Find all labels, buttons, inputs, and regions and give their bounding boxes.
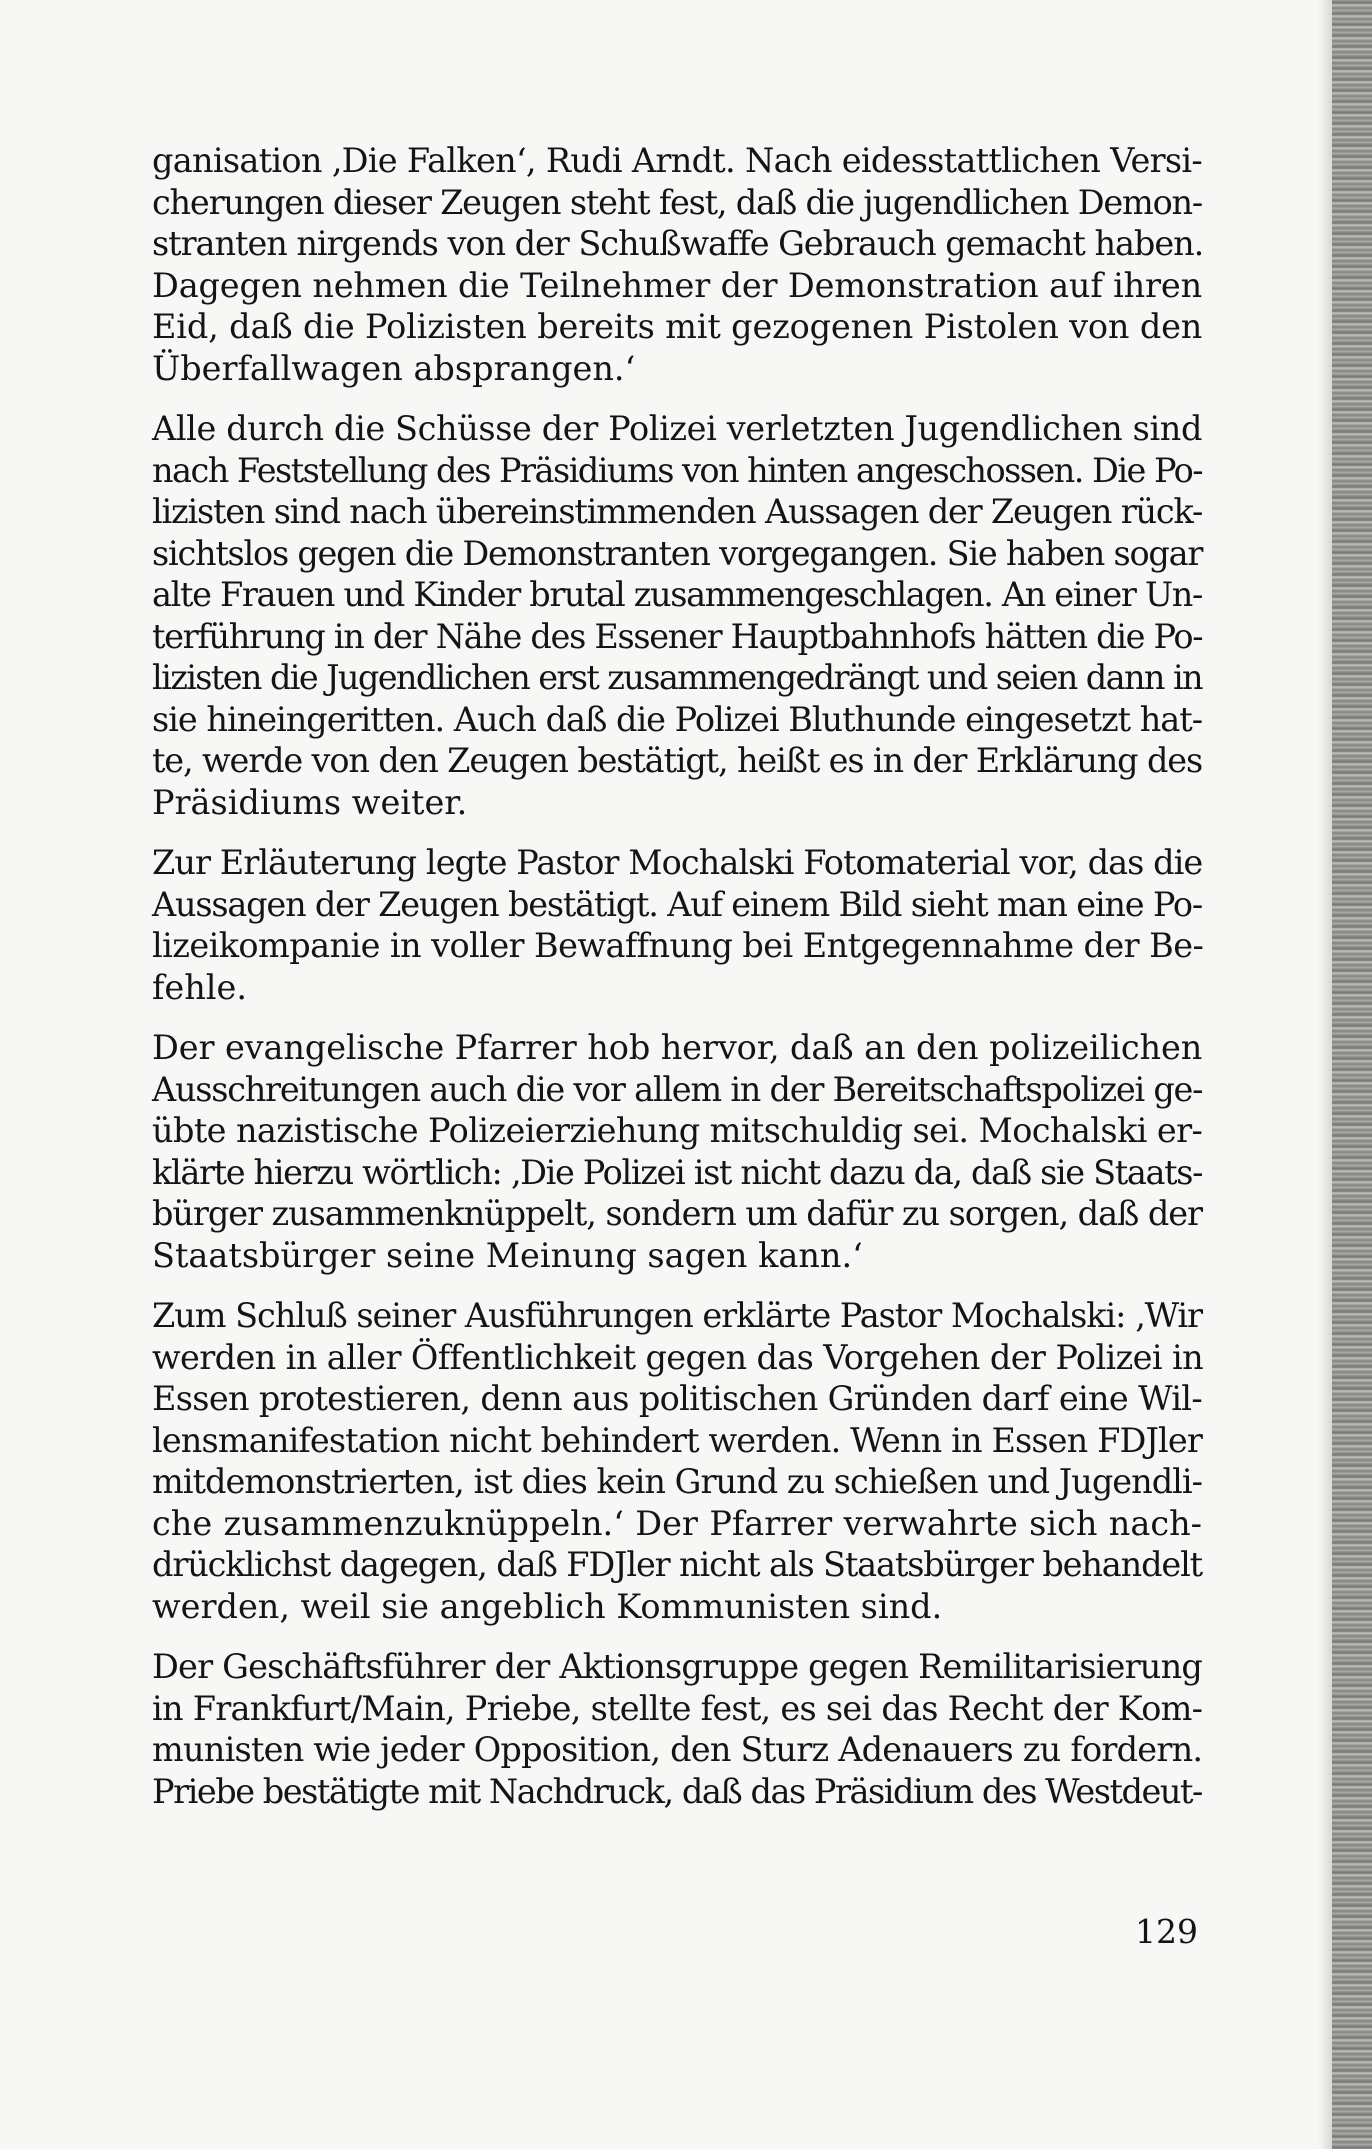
- text-line: Zur Erläuterung legte Pastor Mochalski Fotomaterial vor, das die: [152, 843, 1203, 882]
- text-line: Staatsbürger seine Meinung sagen kann.‘: [152, 1235, 863, 1275]
- text-line: Präsidiums weiter.: [152, 782, 468, 822]
- text-line: lizisten sind nach übereinstimmenden Aussagen der Zeugen rück-: [152, 492, 1203, 531]
- book-edge: [1332, 0, 1372, 2149]
- text-line: te, werde von den Zeugen bestätigt, heißt es in der Erklärung des: [152, 741, 1202, 780]
- text-line: Ausschreitungen auch die vor allem in der Bereitschaftspolizei ge-: [152, 1069, 1203, 1109]
- body-text: [152, 140, 1202, 1831]
- text-line: Zum Schluß seiner Ausführungen erklärte Pastor Mochalski: ‚Wir: [152, 1296, 1202, 1335]
- paragraph: [152, 140, 1202, 389]
- text-line: nach Feststellung des Präsidiums von hinten angeschossen. Die Po-: [152, 450, 1203, 490]
- text-line: lensmanifestation nicht behindert werden. Wenn in Essen FDJler: [152, 1420, 1202, 1460]
- text-line: ganisation ‚Die Falken‘, Rudi Arndt. Nach eidesstattlichen Versi-: [152, 141, 1202, 180]
- text-line: munisten wie jeder Opposition, den Sturz Adenauers zu fordern.: [152, 1730, 1203, 1769]
- paragraph: [152, 408, 1202, 823]
- text-line: Priebe bestätigte mit Nachdruck, daß das Präsidium des Westdeut-: [152, 1771, 1202, 1811]
- text-line: bürger zusammenknüppelt, sondern um dafür zu sorgen, daß der: [152, 1194, 1202, 1233]
- text-line: Dagegen nehmen die Teilnehmer der Demonstration auf ihren: [152, 265, 1202, 305]
- paragraph: [152, 1027, 1202, 1276]
- text-line: sichtslos gegen die Demonstranten vorgegangen. Sie haben sogar: [152, 533, 1203, 573]
- text-line: Essen protestieren, denn aus politischen Gründen darf eine Wil-: [152, 1379, 1202, 1418]
- text-line: alte Frauen und Kinder brutal zusammengeschlagen. An einer Un-: [152, 575, 1202, 614]
- text-line: in Frankfurt/Main, Priebe, stellte fest, es sei das Recht der Kom-: [152, 1688, 1203, 1728]
- text-line: übte nazistische Polizeierziehung mitschuldig sei. Mochalski er-: [152, 1111, 1203, 1150]
- text-line: Alle durch die Schüsse der Polizei verletzten Jugendlichen sind: [152, 409, 1203, 448]
- text-line: werden in aller Öffentlichkeit gegen das Vorgehen der Polizei in: [152, 1337, 1204, 1377]
- text-line: terführung in der Nähe des Essener Hauptbahnhofs hätten die Po-: [152, 616, 1203, 656]
- text-line: Der Geschäftsführer der Aktionsgruppe gegen Remilitarisierung: [152, 1647, 1202, 1686]
- text-line: Aussagen der Zeugen bestätigt. Auf einem Bild sieht man eine Po-: [152, 884, 1202, 924]
- text-line: mitdemonstrierten, ist dies kein Grund zu schießen und Jugendli-: [152, 1462, 1202, 1501]
- text-line: Der evangelische Pfarrer hob hervor, daß an den polizeilichen: [152, 1028, 1203, 1067]
- text-line: che zusammenzuknüppeln.‘ Der Pfarrer verwahrte sich nach-: [152, 1503, 1202, 1543]
- text-line: klärte hierzu wörtlich: ‚Die Polizei ist nicht dazu da, daß sie Staats-: [152, 1152, 1203, 1192]
- text-line: Eid, daß die Polizisten bereits mit gezogenen Pistolen von den: [152, 307, 1203, 346]
- text-line: lizisten die Jugendlichen erst zusammengedrängt und seien dann in: [152, 658, 1202, 697]
- text-line: lizeikompanie in voller Bewaffnung bei Entgegennahme der Be-: [152, 926, 1204, 965]
- paragraph: [152, 842, 1202, 1008]
- text-line: fehle.: [152, 967, 247, 1007]
- text-line: Überfallwagen absprangen.‘: [152, 348, 636, 388]
- text-line: stranten nirgends von der Schußwaffe Gebrauch gemacht haben.: [152, 224, 1204, 263]
- text-line: cherungen dieser Zeugen steht fest, daß die jugendlichen Demon-: [152, 182, 1203, 222]
- text-line: sie hineingeritten. Auch daß die Polizei Bluthunde eingesetzt hat-: [152, 699, 1202, 739]
- paragraph: [152, 1646, 1202, 1812]
- page-edge-shadow: [1318, 0, 1332, 2149]
- paragraph: [152, 1295, 1202, 1627]
- text-line: drücklichst dagegen, daß FDJler nicht als Staatsbürger behandelt: [152, 1545, 1202, 1584]
- page-number: 129: [1135, 1912, 1198, 1951]
- text-line: werden, weil sie angeblich Kommunisten sind.: [152, 1586, 943, 1626]
